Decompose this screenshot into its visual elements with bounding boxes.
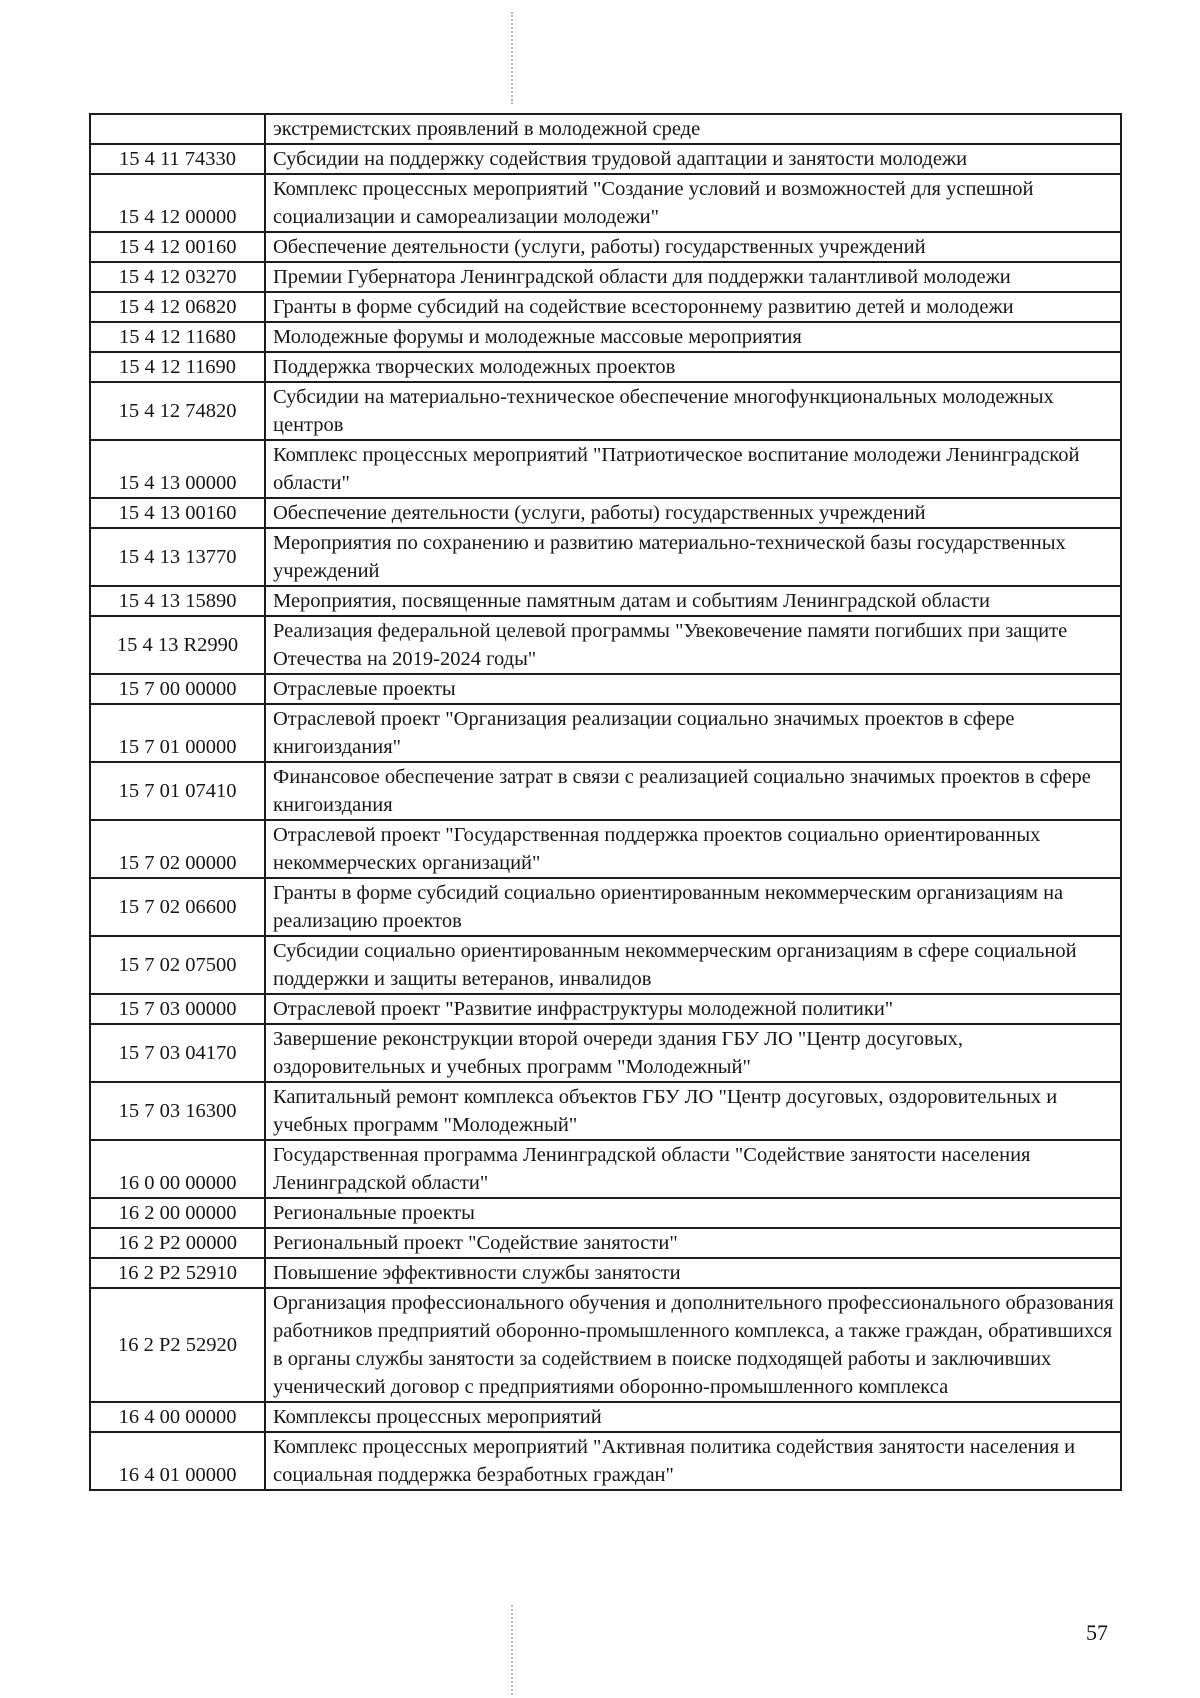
table-row <box>90 1432 1121 1490</box>
row-name: Гранты в форме субсидий на содействие всестороннему развитию детей и молодежи <box>265 292 1121 322</box>
row-code: 15 4 13 R2990 <box>90 616 265 674</box>
table-row <box>90 674 1121 704</box>
table-row <box>90 528 1121 586</box>
page-number: 57 <box>1086 1620 1108 1645</box>
row-name: Субсидии на материально-техническое обеспечение многофункциональных молодежных центров <box>265 382 1121 440</box>
table-row <box>90 1140 1121 1198</box>
budget-classification-table <box>89 113 1122 1491</box>
table-row <box>90 994 1121 1024</box>
row-name: Премии Губернатора Ленинградской области для поддержки талантливой молодежи <box>265 262 1121 292</box>
table-row <box>90 232 1121 262</box>
row-code: 15 7 01 00000 <box>90 704 265 762</box>
table-row <box>90 616 1121 674</box>
row-code: 15 4 11 74330 <box>90 144 265 174</box>
row-name: Комплекс процессных мероприятий "Создание условий и возможностей для успешной социализации и самореализации молодежи" <box>265 174 1121 232</box>
row-code: 16 2 00 00000 <box>90 1198 265 1228</box>
table-row <box>90 1288 1121 1402</box>
row-name: Отраслевые проекты <box>265 674 1121 704</box>
row-code: 15 4 13 00000 <box>90 440 265 498</box>
row-name: Субсидии социально ориентированным некоммерческим организациям в сфере социальной поддержки и защиты ветеранов, инвалидов <box>265 936 1121 994</box>
table-row <box>90 704 1121 762</box>
table-row <box>90 322 1121 352</box>
table-row <box>90 262 1121 292</box>
row-name: Государственная программа Ленинградской области "Содействие занятости населения Ленинградской области" <box>265 1140 1121 1198</box>
row-code: 16 2 Р2 00000 <box>90 1228 265 1258</box>
row-name: Региональные проекты <box>265 1198 1121 1228</box>
row-code: 16 2 Р2 52910 <box>90 1258 265 1288</box>
row-code: 15 4 12 06820 <box>90 292 265 322</box>
table-row <box>90 878 1121 936</box>
table-row <box>90 1258 1121 1288</box>
table-row <box>90 762 1121 820</box>
row-name: Отраслевой проект "Организация реализации социально значимых проектов в сфере книгоиздания" <box>265 704 1121 762</box>
row-code: 15 4 12 03270 <box>90 262 265 292</box>
row-code: 15 4 13 15890 <box>90 586 265 616</box>
row-code: 15 4 12 00160 <box>90 232 265 262</box>
row-name: Комплекс процессных мероприятий "Патриотическое воспитание молодежи Ленинградской области" <box>265 440 1121 498</box>
row-name: Мероприятия, посвященные памятным датам и событиям Ленинградской области <box>265 586 1121 616</box>
row-name: Отраслевой проект "Развитие инфраструктуры молодежной политики" <box>265 994 1121 1024</box>
row-code: 16 4 01 00000 <box>90 1432 265 1490</box>
row-code <box>90 114 265 144</box>
row-code: 15 7 03 04170 <box>90 1024 265 1082</box>
table-row <box>90 1024 1121 1082</box>
row-name: Гранты в форме субсидий социально ориентированным некоммерческим организациям на реализацию проектов <box>265 878 1121 936</box>
row-name: Финансовое обеспечение затрат в связи с реализацией социально значимых проектов в сфере книгоиздания <box>265 762 1121 820</box>
table-row <box>90 498 1121 528</box>
table-row <box>90 1228 1121 1258</box>
row-code: 15 4 12 11690 <box>90 352 265 382</box>
fold-line-top <box>511 12 513 104</box>
table-row <box>90 820 1121 878</box>
row-code: 15 7 01 07410 <box>90 762 265 820</box>
row-name: Обеспечение деятельности (услуги, работы) государственных учреждений <box>265 498 1121 528</box>
table-row <box>90 1198 1121 1228</box>
row-code: 16 4 00 00000 <box>90 1402 265 1432</box>
table-row <box>90 144 1121 174</box>
row-code: 15 4 12 00000 <box>90 174 265 232</box>
row-code: 15 7 02 00000 <box>90 820 265 878</box>
table-row <box>90 292 1121 322</box>
row-name: Комплекс процессных мероприятий "Активная политика содействия занятости населения и социальная поддержка безработных граждан" <box>265 1432 1121 1490</box>
row-code: 15 7 03 16300 <box>90 1082 265 1140</box>
row-name: Повышение эффективности службы занятости <box>265 1258 1121 1288</box>
row-code: 15 7 02 07500 <box>90 936 265 994</box>
table-row <box>90 382 1121 440</box>
table-row <box>90 1082 1121 1140</box>
row-name: Капитальный ремонт комплекса объектов ГБУ ЛО "Центр досуговых, оздоровительных и учебных программ "Молодежный" <box>265 1082 1121 1140</box>
row-code: 15 4 12 74820 <box>90 382 265 440</box>
row-name: экстремистских проявлений в молодежной среде <box>265 114 1121 144</box>
table-row <box>90 586 1121 616</box>
row-code: 15 4 12 11680 <box>90 322 265 352</box>
table-row <box>90 1402 1121 1432</box>
row-name: Реализация федеральной целевой программы "Увековечение памяти погибших при защите Отечества на 2019-2024 годы" <box>265 616 1121 674</box>
row-name: Обеспечение деятельности (услуги, работы) государственных учреждений <box>265 232 1121 262</box>
row-name: Комплексы процессных мероприятий <box>265 1402 1121 1432</box>
row-code: 16 0 00 00000 <box>90 1140 265 1198</box>
row-name: Субсидии на поддержку содействия трудовой адаптации и занятости молодежи <box>265 144 1121 174</box>
row-name: Завершение реконструкции второй очереди здания ГБУ ЛО "Центр досуговых, оздоровительных и учебных программ "Молодежный" <box>265 1024 1121 1082</box>
row-name: Организация профессионального обучения и дополнительного профессионального образования работников предприятий оборонно-промышленного комплекса, а также граждан, обратившихся в органы службы занятости за содействием в поиске подходящей работы и заключивших ученический договор с предприятиями оборонно-промышленного комплекса <box>265 1288 1121 1402</box>
row-code: 16 2 Р2 52920 <box>90 1288 265 1402</box>
row-name: Поддержка творческих молодежных проектов <box>265 352 1121 382</box>
table-row <box>90 114 1121 144</box>
row-name: Отраслевой проект "Государственная поддержка проектов социально ориентированных некоммерческих организаций" <box>265 820 1121 878</box>
table-row <box>90 936 1121 994</box>
fold-line-bottom <box>511 1605 513 1695</box>
table-row <box>90 174 1121 232</box>
row-name: Мероприятия по сохранению и развитию материально-технической базы государственных учреждений <box>265 528 1121 586</box>
row-code: 15 4 13 00160 <box>90 498 265 528</box>
row-code: 15 7 00 00000 <box>90 674 265 704</box>
table-row <box>90 440 1121 498</box>
table-row <box>90 352 1121 382</box>
table-body <box>90 114 1121 1490</box>
row-name: Молодежные форумы и молодежные массовые мероприятия <box>265 322 1121 352</box>
row-name: Региональный проект "Содействие занятости" <box>265 1228 1121 1258</box>
row-code: 15 7 02 06600 <box>90 878 265 936</box>
row-code: 15 7 03 00000 <box>90 994 265 1024</box>
row-code: 15 4 13 13770 <box>90 528 265 586</box>
